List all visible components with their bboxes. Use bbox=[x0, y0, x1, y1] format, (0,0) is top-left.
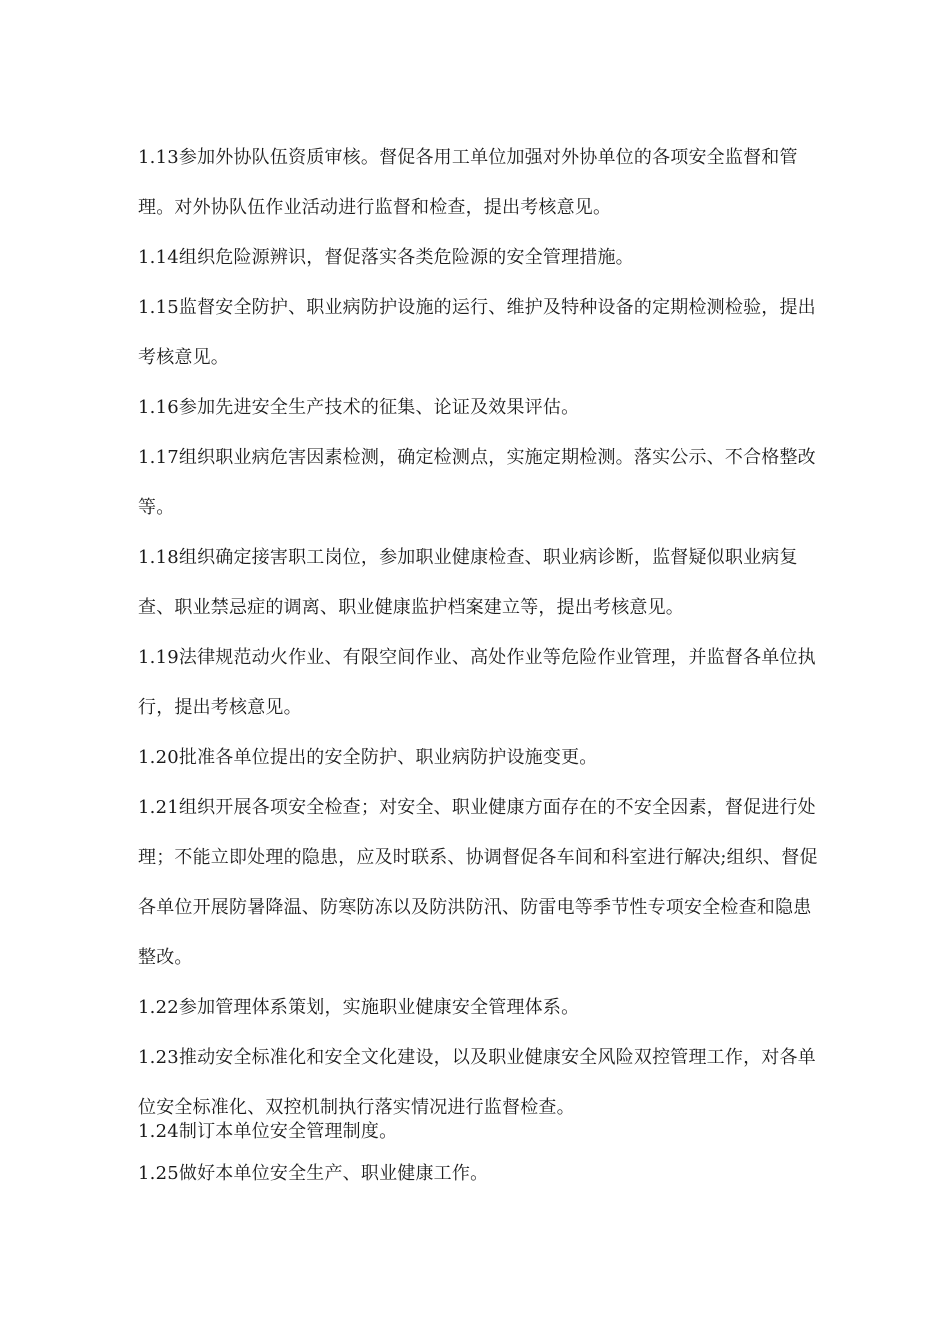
text-line-1-13-a: 1.13参加外协队伍资质审核。督促各用工单位加强对外协单位的各项安全监督和管 bbox=[138, 147, 798, 168]
text-line-1-13-b: 理。对外协队伍作业活动进行监督和检查，提出考核意见。 bbox=[138, 197, 612, 218]
text-line-1-18-a: 1.18组织确定接害职工岗位，参加职业健康检查、职业病诊断，监督疑似职业病复 bbox=[138, 547, 798, 568]
text-line-1-24: 1.24制订本单位安全管理制度。 bbox=[138, 1121, 398, 1142]
text-line-1-17-b: 等。 bbox=[138, 497, 175, 518]
text-line-1-23-b: 位安全标准化、双控机制执行落实情况进行监督检查。 bbox=[138, 1097, 575, 1118]
text-line-1-17-a: 1.17组织职业病危害因素检测，确定检测点，实施定期检测。落实公示、不合格整改 bbox=[138, 447, 816, 468]
text-line-1-21-b: 理；不能立即处理的隐患，应及时联系、协调督促各车间和科室进行解决;组织、督促 bbox=[138, 847, 818, 868]
text-line-1-25: 1.25做好本单位安全生产、职业健康工作。 bbox=[138, 1163, 489, 1184]
text-line-1-19-b: 行，提出考核意见。 bbox=[138, 697, 302, 718]
text-line-1-15-a: 1.15监督安全防护、职业病防护设施的运行、维护及特种设备的定期检测检验，提出 bbox=[138, 297, 816, 318]
text-line-1-19-a: 1.19法律规范动火作业、有限空间作业、高处作业等危险作业管理，并监督各单位执 bbox=[138, 647, 816, 668]
text-line-1-20: 1.20批准各单位提出的安全防护、职业病防护设施变更。 bbox=[138, 747, 598, 768]
text-line-1-21-a: 1.21组织开展各项安全检查；对安全、职业健康方面存在的不安全因素，督促进行处 bbox=[138, 797, 816, 818]
text-line-1-21-c: 各单位开展防暑降温、防寒防冻以及防洪防汛、防雷电等季节性专项安全检查和隐患 bbox=[138, 897, 812, 918]
text-line-1-23-a: 1.23推动安全标准化和安全文化建设，以及职业健康安全风险双控管理工作，对各单 bbox=[138, 1047, 816, 1068]
text-line-1-22: 1.22参加管理体系策划，实施职业健康安全管理体系。 bbox=[138, 997, 580, 1018]
text-line-1-15-b: 考核意见。 bbox=[138, 347, 229, 368]
text-line-1-21-d: 整改。 bbox=[138, 947, 193, 968]
text-line-1-16: 1.16参加先进安全生产技术的征集、论证及效果评估。 bbox=[138, 397, 580, 418]
text-line-1-18-b: 查、职业禁忌症的调离、职业健康监护档案建立等，提出考核意见。 bbox=[138, 597, 684, 618]
text-line-1-14: 1.14组织危险源辨识，督促落实各类危险源的安全管理措施。 bbox=[138, 247, 634, 268]
